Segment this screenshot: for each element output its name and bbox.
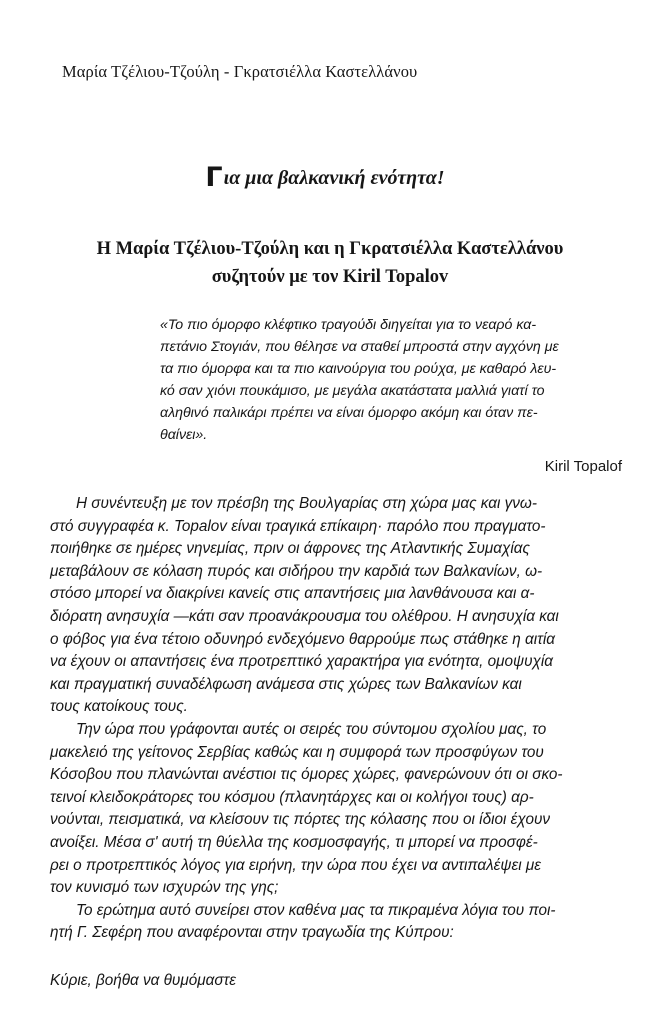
body-line: στό συγγραφέα κ. Topalov είναι τραγικά επίκαιρη· παρόλο που πραγματο- [50,517,546,535]
body-line: Το ερώτημα αυτό συνείρει στον καθένα μας τα πικραμένα λόγια του ποι- [76,901,556,919]
body-line: Την ώρα που γράφονται αυτές οι σειρές του σύντομου σχολίου μας, το [76,720,547,738]
body-line: τον κυνισμό των ισχυρών της γης; [50,879,279,897]
epigraph-line: τα πιο όμορφα και τα πιο καινούργια του ρούχα, με καθαρό λευ- [160,361,557,377]
body-line: διόρατη ανησυχία —κάτι σαν προανάκρουσμα του ολέθρου. Η ανησυχία και [50,607,559,625]
article-subtitle [30,235,630,291]
running-head: Μαρία Τζέλιου-Τζούλη - Γκρατσιέλλα Καστελλάνου [62,62,418,81]
epigraph-line: κό σαν χιόνι πουκάμισο, με μεγάλα ακατάστατα μαλλιά γιατί το [160,383,545,399]
body-line: Η συνέντευξη με τον πρέσβη της Βουλγαρίας στη χώρα μας και γνω- [76,495,537,512]
article-body [50,493,623,945]
body-line: τους κατοίκους τους. [50,698,188,716]
epigraph-line: θαίνει». [160,427,208,443]
body-line: ητή Γ. Σεφέρη που αναφέρονται στην τραγωδία της Κύπρου: [50,924,454,942]
body-line: ο φόβος για ένα τέτοιο οδυνηρό ενδεχόμενο θαρρούμε πως στάθηκε η αιτία [50,630,555,648]
body-line: μακελειό της γείτονος Σερβίας καθώς και η συμφορά των προσφύγων του [50,743,544,761]
epigraph-author: Kiril Topalof [544,458,622,475]
epigraph-line: «Το πιο όμορφο κλέφτικο τραγούδι διηγείται για το νεαρό κα- [160,317,537,333]
title-dropcap: Γ [205,162,223,193]
body-line: ρει ο προτρεπτικός λόγος για ειρήνη, την ώρα που έχει να αντιπαλέψει με [50,856,541,874]
subtitle-line: Η Μαρία Τζέλιου-Τζούλη και η Γκρατσιέλλα Καστελλάνου [96,239,564,259]
epigraph-line: αληθινό παλικάρι πρέπει να είναι όμορφο ακόμη και όταν πε- [160,405,538,421]
body-line: τεινοί κλειδοκράτορες του κόσμου (πλανητάρχες και οι κολήγοι τους) αρ- [50,788,534,806]
body-line: νούνται, πεισματικά, να κλείσουν τις πόρτες της κόλασης που οι ίδιοι έχουν [50,811,551,829]
subtitle-line: συζητούν με τον Kiril Topalov [211,267,449,287]
body-line: ανοίξει. Μέσα σ' αυτή τη θύελλα της κοσμοσφαγής, τι μπορεί να προσφέ- [50,833,538,851]
epigraph-line: πετάνιο Στογιάν, που θέλησε να σταθεί μπροστά στην αγχόνη με [160,339,559,355]
poem-line: Κύριε, βοήθα να θυμόμαστε [50,972,236,989]
epigraph-quote [160,314,623,446]
body-line: ποιήθηκε σε ημέρες νηνεμίας, πριν οι άφρονες της Ατλαντικής Συμαχίας [50,540,530,558]
body-line: μεταβάλουν σε κόλαση πυρός και σιδήρου την καρδιά των Βαλκανίων, ω- [50,562,543,580]
body-line: Κόσοβου που πλανώνται ανέστιοι τις όμορες χώρες, φανερώνουν ότι οι σκο- [50,766,563,784]
title-text: ια μια βαλκανική ενότητα! [223,167,445,189]
body-line: να έχουν οι απαντήσεις ένα προτρεπτικό χαρακτήρα για ενότητα, ομοψυχία [50,653,554,671]
article-title [0,164,650,191]
body-line: στόσο μπορεί να διακρίνει κανείς στις απαντήσεις μια λανθάνουσα και α- [50,585,535,603]
body-line: και πραγματική συναδέλφωση ανάμεσα στις χώρες των Βαλκανίων και [50,675,522,693]
